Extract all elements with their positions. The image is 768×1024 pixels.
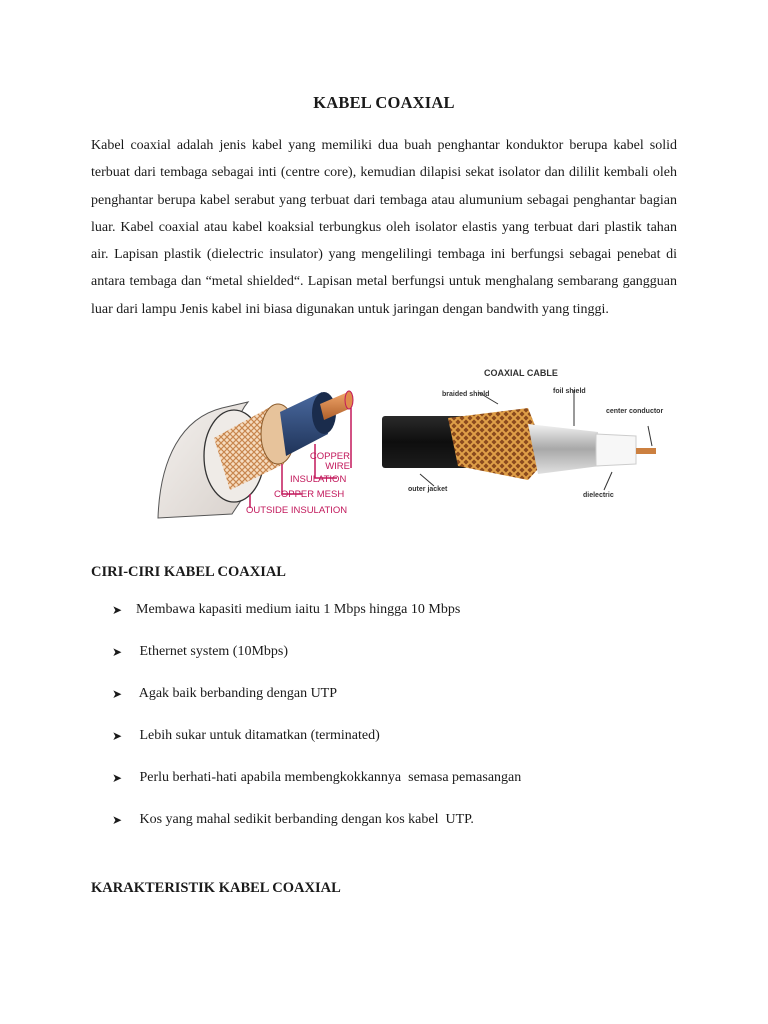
- label-foil-shield: foil shield: [553, 388, 586, 395]
- label-outer-jacket: outer jacket: [408, 486, 448, 493]
- coaxial-diagram-illustration: [152, 368, 354, 524]
- coaxial-cable-photo: [378, 362, 692, 508]
- list-item-text: Kos yang mahal sedikit berbanding dengan kos kabel UTP.: [136, 812, 474, 827]
- label-copper-wire: [304, 452, 350, 472]
- label-braided-shield: braided shield: [442, 391, 490, 398]
- list-item: [112, 600, 672, 642]
- list-item-text: Lebih sukar untuk ditamatkan (terminated): [136, 728, 380, 743]
- arrowhead-bullet-icon: ➤: [112, 813, 123, 827]
- list-item: [112, 642, 672, 684]
- list-item-text: Membawa kapasiti medium iaitu 1 Mbps hingga 10 Mbps: [136, 602, 461, 617]
- list-item: [112, 768, 672, 810]
- coaxial-layers-icon: [152, 368, 354, 524]
- list-item: [112, 810, 672, 852]
- arrowhead-bullet-icon: ➤: [112, 771, 123, 785]
- page-title: KABEL COAXIAL: [313, 93, 455, 112]
- list-item-text: Perlu berhati-hati apabila membengkokkannya semasa pemasangan: [136, 770, 522, 785]
- section-heading-karakteristik: KARAKTERISTIK KABEL COAXIAL: [91, 880, 341, 896]
- list-item-text: Ethernet system (10Mbps): [136, 644, 289, 659]
- label-dielectric: dielectric: [583, 492, 614, 499]
- figure-title: COAXIAL CABLE: [484, 368, 558, 378]
- arrowhead-bullet-icon: ➤: [112, 687, 123, 701]
- arrowhead-bullet-icon: ➤: [112, 603, 123, 617]
- section-heading-ciri: CIRI-CIRI KABEL COAXIAL: [91, 564, 286, 580]
- intro-paragraph: Kabel coaxial adalah jenis kabel yang memiliki dua buah penghantar konduktor berupa kabel solid terbuat dari tembaga sebagai inti (centre core), kemudian dilapisi sekat isolator dan dililit kembali oleh penghantar berupa kabel serabut yang terbuat dari tembaga atau alumunium sebagai penghantar bagian luar. Kabel coaxial atau kabel koaksial terbungkus oleh isolator elastis yang terbuat dari plastik tahan air. Lapisan plastik (dielectric insulator) yang mengelilingi tembaga ini berfungsi sebagai penebat di antara tembaga dan “metal shielded“. Lapisan metal berfungsi untuk menghalang sembarang gangguan luar dari lampu Jenis kabel ini biasa digunakan untuk jaringan dengan bandwith yang tinggi.: [91, 138, 677, 317]
- list-item-text: Agak baik berbanding dengan UTP: [136, 686, 338, 701]
- arrowhead-bullet-icon: ➤: [112, 729, 123, 743]
- list-item: [112, 684, 672, 726]
- label-insulation: INSULATION: [290, 474, 347, 485]
- label-copper-wire-line1: COPPER: [309, 451, 350, 462]
- label-center-conductor: center conductor: [606, 408, 664, 415]
- label-copper-wire-line2: WIRE: [325, 461, 350, 472]
- list-item: [112, 726, 672, 768]
- ciri-bullet-list: [112, 600, 672, 852]
- label-outside-insulation: OUTSIDE INSULATION: [246, 505, 348, 516]
- arrowhead-bullet-icon: ➤: [112, 645, 123, 659]
- label-copper-mesh: COPPER MESH: [274, 489, 345, 500]
